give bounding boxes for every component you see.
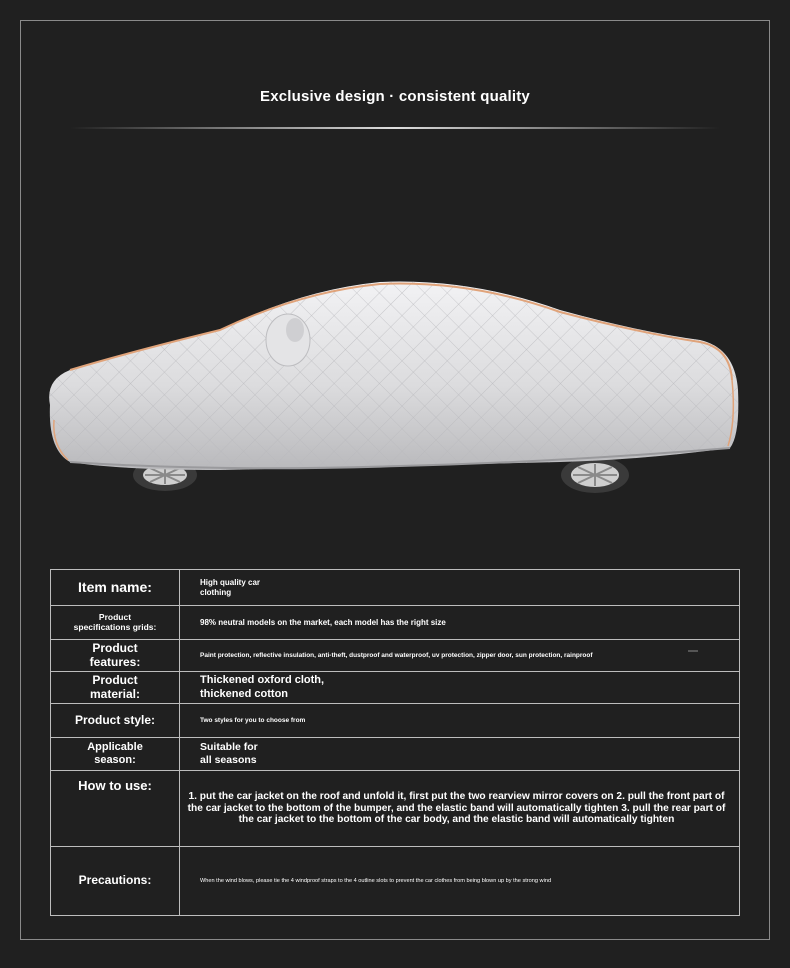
spec-label: How to use: (51, 771, 180, 846)
spec-label: Product specifications grids: (51, 606, 180, 639)
spec-row-item-name (51, 570, 739, 606)
decorative-mark (688, 650, 698, 652)
title-divider (70, 127, 720, 129)
spec-label: Product material: (51, 672, 180, 703)
mirror-cover (266, 314, 310, 366)
spec-row-features (51, 640, 739, 672)
spec-row-specifications (51, 606, 739, 640)
spec-value: 98% neutral models on the market, each model has the right size (200, 617, 446, 627)
rear-wheel (561, 457, 629, 493)
spec-label: Precautions: (51, 847, 180, 915)
spec-row-material (51, 672, 739, 704)
spec-value: Suitable for all seasons (200, 741, 258, 766)
spec-value: Thickened oxford cloth, thickened cotton (200, 674, 325, 700)
spec-value: High quality car clothing (200, 577, 261, 597)
spec-row-how-to-use (51, 771, 739, 847)
spec-row-style (51, 704, 739, 738)
spec-label: Item name: (51, 570, 180, 605)
spec-value: Two styles for you to choose from (200, 716, 306, 724)
page-title: Exclusive design · consistent quality (260, 88, 530, 105)
spec-row-season (51, 738, 739, 771)
spec-label: Product features: (51, 640, 180, 671)
spec-label: Applicable season: (51, 738, 180, 770)
spec-table (50, 569, 740, 916)
spec-row-precautions (51, 847, 739, 915)
car-cover-image (40, 270, 750, 500)
spec-value: When the wind blows, please tie the 4 windproof straps to the 4 outline slots to prevent the car clothes from being blown up by the strong wind (200, 877, 552, 884)
spec-value: Paint protection, reflective insulation, anti-theft, dustproof and waterproof, uv protection, zipper door, sun protection, rainproof (200, 651, 593, 659)
spec-value: 1. put the car jacket on the roof and unfold it, first put the two rearview mirror covers on 2. pull the front part of the car jacket to the bottom of the bumper, and the elastic band will automatically tighten 3. pull the rear part of the car jacket to the bottom of the car body, and the elastic band will automatically tighten (187, 790, 726, 826)
spec-label: Product style: (51, 704, 180, 737)
